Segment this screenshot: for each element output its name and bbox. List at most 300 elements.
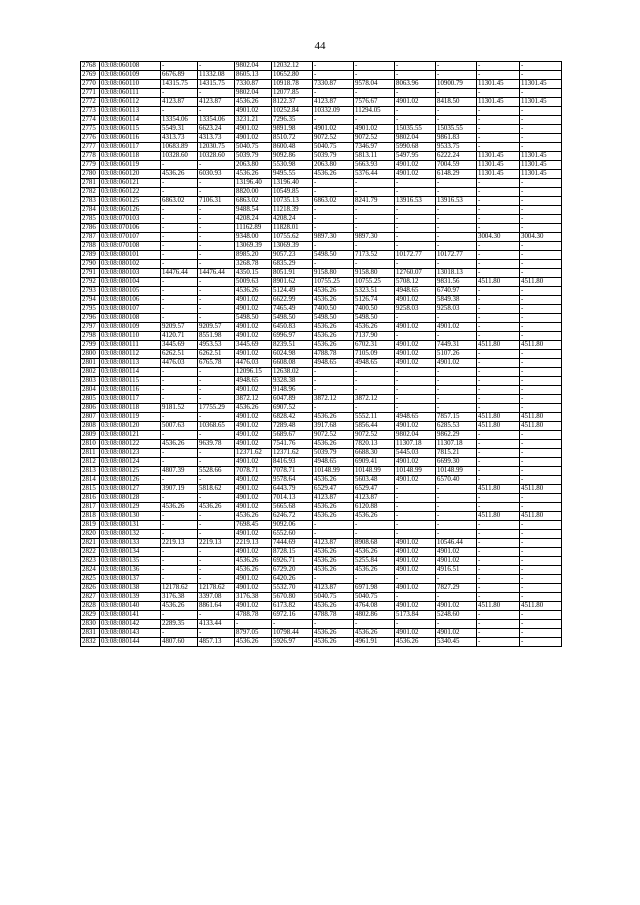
- table-row: [81, 197, 562, 206]
- value-cell: 4511.80: [477, 422, 520, 431]
- row-index-cell: 2803: [81, 377, 100, 386]
- value-cell: 4511.80: [477, 413, 520, 422]
- value-cell: 17755.29: [198, 404, 235, 413]
- value-cell: -: [198, 548, 235, 557]
- value-cell: 4536.26: [354, 629, 395, 638]
- value-cell: 4901.02: [235, 584, 272, 593]
- value-cell: -: [354, 71, 395, 80]
- value-cell: -: [477, 296, 520, 305]
- value-cell: 5323.51: [354, 287, 395, 296]
- value-cell: 6552.60: [272, 530, 313, 539]
- row-index-cell: 2770: [81, 80, 100, 89]
- value-cell: 4788.78: [235, 611, 272, 620]
- value-cell: -: [477, 107, 520, 116]
- value-cell: 4901.02: [235, 125, 272, 134]
- table-row: [81, 332, 562, 341]
- value-cell: -: [520, 107, 562, 116]
- value-cell: 5124.49: [272, 287, 313, 296]
- value-cell: 8600.48: [272, 143, 313, 152]
- value-cell: -: [520, 467, 562, 476]
- value-cell: 4511.80: [520, 341, 562, 350]
- value-cell: -: [477, 629, 520, 638]
- value-cell: 6024.98: [272, 350, 313, 359]
- value-cell: -: [436, 368, 477, 377]
- value-cell: 4916.51: [436, 566, 477, 575]
- value-cell: 5009.63: [235, 278, 272, 287]
- table-row: [81, 287, 562, 296]
- value-cell: 6173.82: [272, 602, 313, 611]
- value-cell: 13354.06: [198, 116, 235, 125]
- value-cell: 10328.60: [198, 152, 235, 161]
- value-cell: 3004.30: [477, 233, 520, 242]
- value-cell: -: [520, 638, 562, 647]
- value-cell: 5498.50: [313, 251, 354, 260]
- value-cell: -: [198, 251, 235, 260]
- value-cell: 5708.12: [395, 278, 436, 287]
- value-cell: -: [198, 62, 235, 71]
- value-cell: 10735.13: [272, 197, 313, 206]
- table-row: [81, 134, 562, 143]
- value-cell: 6863.02: [161, 197, 198, 206]
- value-cell: -: [198, 89, 235, 98]
- value-cell: 7330.87: [235, 80, 272, 89]
- value-cell: -: [520, 197, 562, 206]
- value-cell: 3231.21: [235, 116, 272, 125]
- table-row: [81, 116, 562, 125]
- value-cell: 4536.26: [395, 638, 436, 647]
- value-cell: -: [477, 71, 520, 80]
- value-cell: 14476.44: [161, 269, 198, 278]
- value-cell: 6740.97: [436, 287, 477, 296]
- value-cell: -: [161, 62, 198, 71]
- value-cell: 11301.45: [477, 161, 520, 170]
- value-cell: 4901.02: [436, 629, 477, 638]
- value-cell: 5498.50: [313, 314, 354, 323]
- value-cell: 4901.02: [436, 323, 477, 332]
- value-cell: 12371.62: [235, 449, 272, 458]
- value-cell: 7444.69: [272, 539, 313, 548]
- table-row: [81, 530, 562, 539]
- value-cell: -: [520, 89, 562, 98]
- value-cell: -: [436, 116, 477, 125]
- value-cell: -: [477, 386, 520, 395]
- table-row: [81, 341, 562, 350]
- value-cell: -: [520, 584, 562, 593]
- value-cell: 4901.02: [235, 107, 272, 116]
- value-cell: 6570.40: [436, 476, 477, 485]
- table-row: [81, 467, 562, 476]
- value-cell: -: [520, 458, 562, 467]
- value-cell: 4901.02: [395, 458, 436, 467]
- value-cell: -: [354, 116, 395, 125]
- value-cell: 7857.15: [436, 413, 477, 422]
- value-cell: -: [395, 386, 436, 395]
- value-cell: -: [520, 134, 562, 143]
- value-cell: -: [161, 458, 198, 467]
- value-cell: 9158.80: [313, 269, 354, 278]
- value-cell: 9802.04: [235, 89, 272, 98]
- value-cell: -: [436, 530, 477, 539]
- value-cell: 5498.50: [235, 314, 272, 323]
- value-cell: -: [477, 440, 520, 449]
- row-index-cell: 2775: [81, 125, 100, 134]
- value-cell: 2219.13: [235, 539, 272, 548]
- value-cell: 7014.13: [272, 494, 313, 503]
- value-cell: -: [436, 386, 477, 395]
- value-cell: -: [161, 161, 198, 170]
- code-cell: 03:08:060108: [100, 62, 161, 71]
- value-cell: -: [395, 242, 436, 251]
- value-cell: 4948.65: [395, 413, 436, 422]
- value-cell: 3445.69: [161, 341, 198, 350]
- value-cell: 4536.26: [313, 440, 354, 449]
- value-cell: 4901.02: [395, 602, 436, 611]
- row-index-cell: 2823: [81, 557, 100, 566]
- value-cell: -: [161, 260, 198, 269]
- value-cell: -: [161, 242, 198, 251]
- value-cell: 6262.51: [161, 350, 198, 359]
- table-row: [81, 125, 562, 134]
- value-cell: -: [235, 620, 272, 629]
- value-cell: -: [161, 188, 198, 197]
- value-cell: 9072.52: [354, 134, 395, 143]
- value-cell: 7105.09: [354, 350, 395, 359]
- value-cell: -: [477, 332, 520, 341]
- value-cell: -: [198, 206, 235, 215]
- value-cell: 4901.02: [235, 458, 272, 467]
- value-cell: 9072.52: [313, 134, 354, 143]
- value-cell: -: [520, 620, 562, 629]
- row-index-cell: 2789: [81, 251, 100, 260]
- value-cell: 8551.98: [198, 332, 235, 341]
- value-cell: 4901.02: [395, 629, 436, 638]
- row-index-cell: 2810: [81, 440, 100, 449]
- value-cell: -: [161, 494, 198, 503]
- value-cell: -: [354, 206, 395, 215]
- value-cell: 4536.26: [235, 404, 272, 413]
- value-cell: 4536.26: [235, 170, 272, 179]
- code-cell: 03:08:080117: [100, 395, 161, 404]
- value-cell: -: [477, 557, 520, 566]
- value-cell: -: [520, 350, 562, 359]
- value-cell: 9578.64: [272, 476, 313, 485]
- row-index-cell: 2793: [81, 287, 100, 296]
- value-cell: 4901.02: [395, 359, 436, 368]
- value-cell: -: [520, 269, 562, 278]
- row-index-cell: 2829: [81, 611, 100, 620]
- value-cell: 4208.24: [272, 215, 313, 224]
- value-cell: 9862.29: [436, 431, 477, 440]
- value-cell: -: [198, 278, 235, 287]
- code-cell: 03:08:080129: [100, 503, 161, 512]
- value-cell: -: [313, 575, 354, 584]
- row-index-cell: 2806: [81, 404, 100, 413]
- value-cell: 12096.15: [235, 368, 272, 377]
- value-cell: -: [395, 368, 436, 377]
- code-cell: 03:08:080144: [100, 638, 161, 647]
- table-row: [81, 503, 562, 512]
- value-cell: 3872.12: [354, 395, 395, 404]
- value-cell: 8797.05: [235, 629, 272, 638]
- value-cell: 5039.79: [313, 449, 354, 458]
- value-cell: 15035.55: [436, 125, 477, 134]
- value-cell: 4536.26: [161, 440, 198, 449]
- table-row: [81, 386, 562, 395]
- table-row: [81, 521, 562, 530]
- value-cell: 4901.02: [395, 170, 436, 179]
- value-cell: 4807.60: [161, 638, 198, 647]
- value-cell: -: [161, 449, 198, 458]
- row-index-cell: 2824: [81, 566, 100, 575]
- value-cell: 12077.85: [272, 89, 313, 98]
- value-cell: -: [161, 206, 198, 215]
- value-cell: 4536.26: [161, 170, 198, 179]
- value-cell: -: [436, 62, 477, 71]
- value-cell: 4536.26: [354, 323, 395, 332]
- value-cell: 11301.45: [477, 98, 520, 107]
- row-index-cell: 2798: [81, 332, 100, 341]
- value-cell: -: [395, 620, 436, 629]
- value-cell: -: [477, 89, 520, 98]
- value-cell: 11294.05: [354, 107, 395, 116]
- value-cell: 7106.31: [198, 197, 235, 206]
- code-cell: 03:08:080122: [100, 440, 161, 449]
- code-cell: 03:08:080132: [100, 530, 161, 539]
- value-cell: 4807.39: [161, 467, 198, 476]
- table-row: [81, 494, 562, 503]
- code-cell: 03:08:080112: [100, 350, 161, 359]
- value-cell: 4536.26: [313, 413, 354, 422]
- value-cell: 4901.02: [235, 476, 272, 485]
- value-cell: -: [198, 512, 235, 521]
- value-cell: 2063.80: [235, 161, 272, 170]
- table-row: [81, 413, 562, 422]
- value-cell: 4948.65: [313, 458, 354, 467]
- value-cell: -: [395, 89, 436, 98]
- row-index-cell: 2813: [81, 467, 100, 476]
- code-cell: 03:08:060111: [100, 89, 161, 98]
- value-cell: -: [161, 566, 198, 575]
- row-index-cell: 2814: [81, 476, 100, 485]
- value-cell: 5689.67: [272, 431, 313, 440]
- value-cell: -: [520, 71, 562, 80]
- value-cell: 10172.77: [436, 251, 477, 260]
- value-cell: -: [477, 359, 520, 368]
- code-cell: 03:08:080135: [100, 557, 161, 566]
- code-cell: 03:08:080111: [100, 341, 161, 350]
- code-cell: 03:08:080125: [100, 467, 161, 476]
- value-cell: 6047.89: [272, 395, 313, 404]
- value-cell: -: [520, 116, 562, 125]
- row-index-cell: 2808: [81, 422, 100, 431]
- value-cell: 13354.06: [161, 116, 198, 125]
- value-cell: -: [161, 530, 198, 539]
- table-row: [81, 404, 562, 413]
- value-cell: 4133.44: [198, 620, 235, 629]
- value-cell: -: [436, 494, 477, 503]
- row-index-cell: 2768: [81, 62, 100, 71]
- row-index-cell: 2816: [81, 494, 100, 503]
- table-row: [81, 566, 562, 575]
- value-cell: -: [395, 314, 436, 323]
- value-cell: 4511.80: [477, 602, 520, 611]
- value-cell: 4511.80: [520, 512, 562, 521]
- code-cell: 03:08:080123: [100, 449, 161, 458]
- value-cell: 4511.80: [520, 422, 562, 431]
- value-cell: 9258.03: [436, 305, 477, 314]
- value-cell: 3445.69: [235, 341, 272, 350]
- value-cell: -: [198, 260, 235, 269]
- value-cell: 11301.45: [477, 80, 520, 89]
- code-cell: 03:08:060112: [100, 98, 161, 107]
- code-cell: 03:08:080102: [100, 260, 161, 269]
- row-index-cell: 2804: [81, 386, 100, 395]
- value-cell: -: [436, 107, 477, 116]
- value-cell: 4536.26: [313, 341, 354, 350]
- value-cell: -: [395, 503, 436, 512]
- value-cell: -: [198, 368, 235, 377]
- value-cell: -: [520, 251, 562, 260]
- value-cell: 5445.03: [395, 449, 436, 458]
- value-cell: -: [520, 188, 562, 197]
- value-cell: 11307.18: [395, 440, 436, 449]
- value-cell: -: [477, 116, 520, 125]
- value-cell: -: [436, 242, 477, 251]
- row-index-cell: 2771: [81, 89, 100, 98]
- value-cell: 11301.45: [520, 170, 562, 179]
- value-cell: 6996.97: [272, 332, 313, 341]
- value-cell: -: [477, 224, 520, 233]
- value-cell: 6420.26: [272, 575, 313, 584]
- value-cell: 4901.02: [395, 557, 436, 566]
- value-cell: 4536.26: [354, 566, 395, 575]
- value-cell: 5603.48: [354, 476, 395, 485]
- value-cell: -: [161, 233, 198, 242]
- value-cell: 9802.04: [395, 134, 436, 143]
- value-cell: -: [395, 215, 436, 224]
- code-cell: 03:08:080110: [100, 332, 161, 341]
- value-cell: -: [354, 368, 395, 377]
- value-cell: -: [198, 179, 235, 188]
- value-cell: 11332.08: [198, 71, 235, 80]
- value-cell: -: [313, 116, 354, 125]
- table-row: [81, 629, 562, 638]
- table-row: [81, 584, 562, 593]
- value-cell: -: [313, 89, 354, 98]
- value-cell: -: [520, 368, 562, 377]
- value-cell: -: [395, 233, 436, 242]
- value-cell: 5549.31: [161, 125, 198, 134]
- row-index-cell: 2817: [81, 503, 100, 512]
- value-cell: -: [198, 557, 235, 566]
- value-cell: 4948.65: [354, 359, 395, 368]
- value-cell: -: [477, 494, 520, 503]
- value-cell: -: [354, 530, 395, 539]
- value-cell: 14476.44: [198, 269, 235, 278]
- value-cell: 6729.20: [272, 566, 313, 575]
- value-cell: -: [161, 386, 198, 395]
- value-cell: 8901.62: [272, 278, 313, 287]
- value-cell: 4536.26: [235, 287, 272, 296]
- value-cell: 9148.96: [272, 386, 313, 395]
- value-cell: 6926.71: [272, 557, 313, 566]
- value-cell: 5498.50: [272, 314, 313, 323]
- row-index-cell: 2769: [81, 71, 100, 80]
- value-cell: 10148.99: [354, 467, 395, 476]
- value-cell: 6909.41: [354, 458, 395, 467]
- value-cell: 10368.65: [198, 422, 235, 431]
- value-cell: -: [313, 224, 354, 233]
- value-cell: -: [520, 242, 562, 251]
- value-cell: 4123.87: [313, 494, 354, 503]
- value-cell: -: [520, 449, 562, 458]
- value-cell: -: [198, 476, 235, 485]
- value-cell: 5107.26: [436, 350, 477, 359]
- value-cell: -: [395, 107, 436, 116]
- value-cell: -: [520, 377, 562, 386]
- value-cell: 6622.99: [272, 296, 313, 305]
- value-cell: -: [313, 368, 354, 377]
- value-cell: 10148.99: [395, 467, 436, 476]
- value-cell: 6688.30: [354, 449, 395, 458]
- code-cell: 03:08:080121: [100, 431, 161, 440]
- table-row: [81, 395, 562, 404]
- value-cell: -: [477, 260, 520, 269]
- value-cell: 5856.44: [354, 422, 395, 431]
- table-row: [81, 98, 562, 107]
- value-cell: 4901.02: [395, 341, 436, 350]
- value-cell: -: [477, 431, 520, 440]
- value-cell: -: [436, 314, 477, 323]
- value-cell: -: [520, 125, 562, 134]
- value-cell: 4901.02: [395, 323, 436, 332]
- value-cell: -: [354, 62, 395, 71]
- value-cell: 5528.66: [198, 467, 235, 476]
- code-cell: 03:08:080104: [100, 278, 161, 287]
- value-cell: -: [313, 521, 354, 530]
- value-cell: 11301.45: [520, 80, 562, 89]
- value-cell: -: [198, 305, 235, 314]
- value-cell: -: [477, 188, 520, 197]
- value-cell: 4901.02: [235, 422, 272, 431]
- row-index-cell: 2807: [81, 413, 100, 422]
- value-cell: -: [198, 314, 235, 323]
- table-row: [81, 206, 562, 215]
- value-cell: 4901.02: [235, 575, 272, 584]
- value-cell: -: [520, 332, 562, 341]
- value-cell: 11301.45: [520, 152, 562, 161]
- row-index-cell: 2779: [81, 161, 100, 170]
- value-cell: -: [198, 377, 235, 386]
- table-row: [81, 575, 562, 584]
- value-cell: 6262.51: [198, 350, 235, 359]
- code-cell: 03:08:080120: [100, 422, 161, 431]
- page-number: 44: [314, 40, 326, 52]
- value-cell: 4536.26: [313, 566, 354, 575]
- value-cell: -: [395, 260, 436, 269]
- value-cell: 12760.07: [395, 269, 436, 278]
- value-cell: -: [354, 215, 395, 224]
- value-cell: 4901.02: [235, 296, 272, 305]
- code-cell: 03:08:080136: [100, 566, 161, 575]
- table-row: [81, 62, 562, 71]
- value-cell: -: [198, 296, 235, 305]
- value-cell: 4536.26: [313, 602, 354, 611]
- code-cell: 03:08:060118: [100, 152, 161, 161]
- value-cell: 5552.11: [354, 413, 395, 422]
- value-cell: 7449.31: [436, 341, 477, 350]
- value-cell: 9209.57: [198, 323, 235, 332]
